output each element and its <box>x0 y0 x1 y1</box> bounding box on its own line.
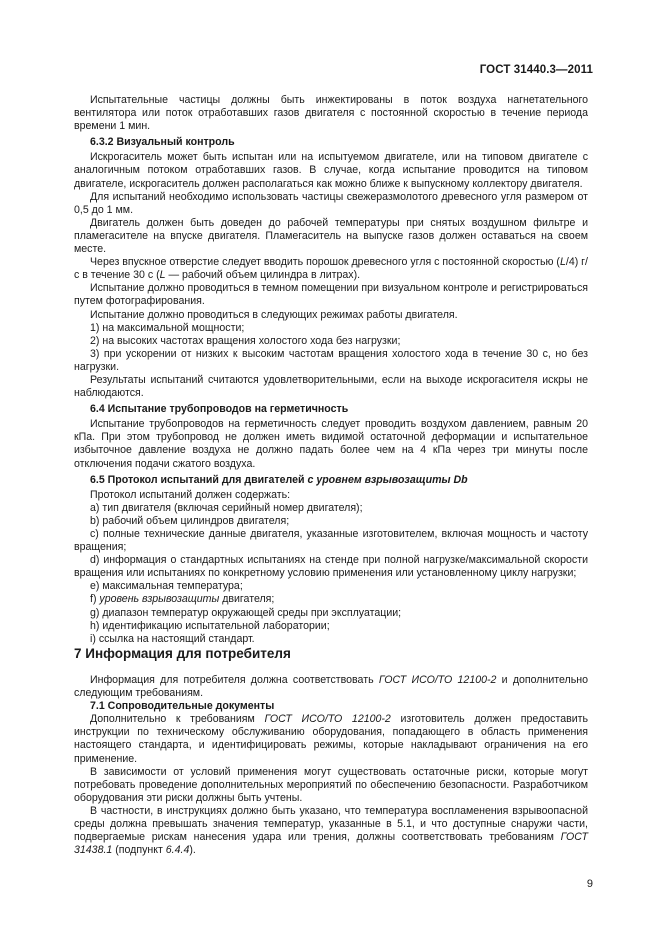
paragraph: Испытание трубопроводов на герметичность следует проводить воздухом давлением, равным 20 кПа. При этом трубопровод не должен иметь видимой остаточной деформации и испытательное избыточное давление воздуха не должно падать более чем на 4 кПа через три минуты после отключения подачи сжатого воздуха. <box>74 418 588 470</box>
body-text-block-7 <box>74 674 588 857</box>
paragraph: Двигатель должен быть доведен до рабочей температуры при снятых воздушном фильтре и пламегасителе на впуске двигателя. Пламегаситель на выпуске газов должен оставаться на своем месте. <box>74 216 588 256</box>
section-7-title: 7 Информация для потребителя <box>74 646 291 661</box>
paragraph: Информация для потребителя должна соответствовать ГОСТ ИСО/ТО 12100-2 и дополнительно следующим требованиям. <box>74 674 588 700</box>
paragraph: Через впускное отверстие следует вводить порошок древесного угля с постоянной скоростью (L/4) г/с в течение 30 с (L — рабочий объем цилиндра в литрах). <box>74 256 588 282</box>
list-item: g) диапазон температур окружающей среды при эксплуатации; <box>90 606 402 619</box>
paragraph: В частности, в инструкциях должно быть указано, что температура воспламенения взрывоопасной среды должна превышать значения температур, указанные в 5.1, и что доступные снаружи части, подвергаемые рискам нанесения удара или трения, должны соответствовать требованиям ГОСТ 31438.1 (подпункт 6.4.4). <box>74 804 588 857</box>
paragraph: В зависимости от условий применения могут существовать остаточные риски, которые могут потребовать проведение дополнительных мероприятий по обеспечению безопасности. Разработчиком оборудования эти риски должны быть учтены. <box>74 765 588 804</box>
paragraph: Искрогаситель может быть испытан или на испытуемом двигателе, или на типовом двигателе с аналогичным потоком отработавших газов. В случае, когда испытание проводится на типовом двигателе, искрогаситель должен располагаться как можно ближе к выпускному коллектору двигателя. <box>74 151 588 190</box>
list-item: f) уровень взрывозащиты двигателя; <box>90 593 275 606</box>
body-text-block-6 <box>74 94 588 646</box>
document-header-code: ГОСТ 31440.3—2011 <box>479 64 593 76</box>
paragraph: Испытание должно проводиться в следующих режимах работы двигателя. <box>90 308 458 321</box>
list-item: a) тип двигателя (включая серийный номер двигателя); <box>90 501 363 514</box>
paragraph: Испытательные частицы должны быть инжектированы в поток воздуха нагнетательного вентилятора или поток отработавших газов двигателя с постоянной скоростью в течение периода времени 1 мин. <box>74 94 588 133</box>
list-item: d) информация о стандартных испытаниях на стенде при полной нагрузке/максимальной скорости вращения или испытаниях по конкретному условию применения или установленному циклу нагрузки; <box>74 554 588 580</box>
list-item: e) максимальная температура; <box>90 580 243 593</box>
paragraph: Для испытаний необходимо использовать частицы свежеразмолотого древесного угля размером от 0,5 до 1 мм. <box>74 190 588 216</box>
paragraph: Протокол испытаний должен содержать: <box>90 488 291 501</box>
heading-6-4: 6.4 Испытание трубопроводов на герметичность <box>90 403 349 416</box>
heading-6-3-2: 6.3.2 Визуальный контроль <box>90 136 235 149</box>
page-number: 9 <box>586 878 593 890</box>
list-item: 3) при ускорении от низких к высоким частотам вращения холостого хода в течение 30 с, но без нагрузки. <box>74 347 588 373</box>
list-item: h) идентификацию испытательной лаборатории; <box>90 619 330 632</box>
paragraph: Испытание должно проводиться в темном помещении при визуальном контроле и регистрироваться путем фотографирования. <box>74 282 588 308</box>
list-item: 2) на высоких частотах вращения холостого хода без нагрузки; <box>90 334 401 347</box>
paragraph: Дополнительно к требованиям ГОСТ ИСО/ТО 12100-2 изготовитель должен предоставить инструкции по техническому обслуживанию оборудования, попадающего в область применения настоящего стандарта, и идентифицировать режимы, которые накладывают ограничения на его применение. <box>74 713 589 765</box>
heading-6-5: 6.5 Протокол испытаний для двигателей с уровнем взрывозащиты Db <box>90 473 468 486</box>
list-item: i) ссылка на настоящий стандарт. <box>90 632 255 645</box>
list-item: b) рабочий объем цилиндров двигателя; <box>90 514 290 527</box>
list-item: c) полные технические данные двигателя, указанные изготовителем, включая мощность и частоту вращения; <box>74 528 588 554</box>
heading-7-1: 7.1 Сопроводительные документы <box>90 700 275 713</box>
list-item: 1) на максимальной мощности; <box>90 321 245 334</box>
paragraph: Результаты испытаний считаются удовлетворительными, если на выходе искрогасителя искры не наблюдаются. <box>74 373 588 400</box>
